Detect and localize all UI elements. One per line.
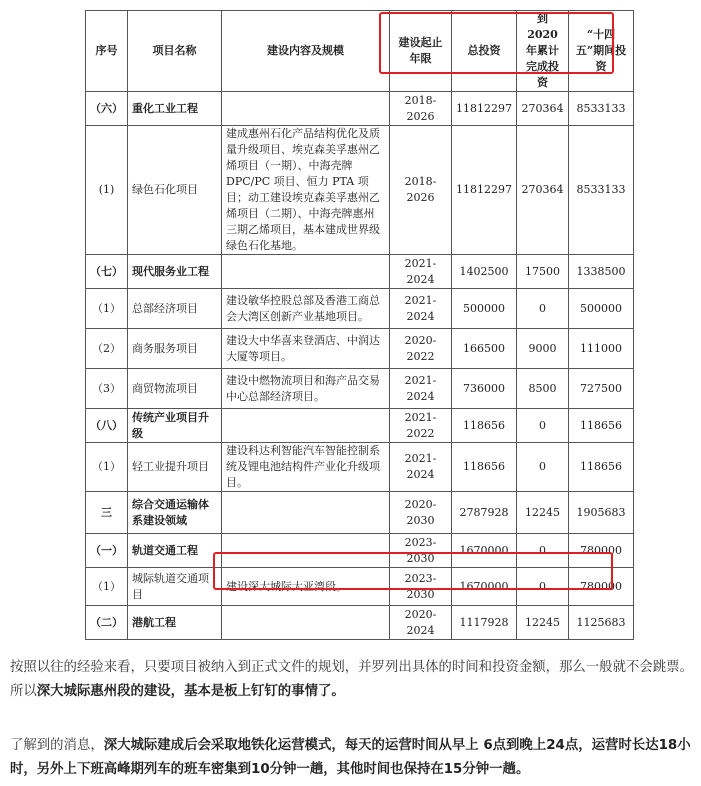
cell-seq: (1)	[86, 126, 128, 255]
table-row	[86, 92, 634, 126]
cell-period: 2020-2024	[390, 606, 452, 640]
cell-period: 2021-2024	[390, 369, 452, 409]
table-row	[86, 534, 634, 568]
cell-total: 1402500	[452, 255, 517, 289]
cell-plan: 1125683	[569, 606, 634, 640]
header-period: 建设起止年限	[390, 11, 452, 92]
paragraph-1	[10, 656, 694, 704]
cell-total: 1117928	[452, 606, 517, 640]
cell-name: 轻工业提升项目	[128, 443, 222, 492]
cell-period: 2018-2026	[390, 126, 452, 255]
table-row	[86, 126, 634, 255]
table-row	[86, 329, 634, 369]
cell-plan: 8533133	[569, 126, 634, 255]
table-row	[86, 606, 634, 640]
cell-content: 建设深大城际大亚湾段。	[222, 568, 390, 606]
cell-name: 总部经济项目	[128, 289, 222, 329]
cell-content: 建设大中华喜来登酒店、中润达大厦等项目。	[222, 329, 390, 369]
table-row	[86, 255, 634, 289]
cell-cumulative: 0	[517, 289, 569, 329]
cell-seq: （二）	[86, 606, 128, 640]
cell-content	[222, 92, 390, 126]
cell-period: 2021-2024	[390, 443, 452, 492]
cell-cumulative: 17500	[517, 255, 569, 289]
cell-cumulative: 0	[517, 568, 569, 606]
cell-period: 2021-2024	[390, 255, 452, 289]
header-total: 总投资	[452, 11, 517, 92]
cell-name: 轨道交通工程	[128, 534, 222, 568]
cell-name: 城际轨道交通项目	[128, 568, 222, 606]
cell-total: 118656	[452, 443, 517, 492]
cell-total: 118656	[452, 409, 517, 443]
paragraph-2	[10, 734, 694, 782]
cell-seq: （1）	[86, 443, 128, 492]
cell-period: 2021-2022	[390, 409, 452, 443]
cell-seq: （一）	[86, 534, 128, 568]
cell-plan: 118656	[569, 409, 634, 443]
cell-name: 传统产业项目升级	[128, 409, 222, 443]
cell-seq: （3）	[86, 369, 128, 409]
cell-plan: 8533133	[569, 92, 634, 126]
cell-total: 166500	[452, 329, 517, 369]
cell-period: 2020-2030	[390, 492, 452, 534]
header-name: 项目名称	[128, 11, 222, 92]
cell-total: 11812297	[452, 126, 517, 255]
paragraph-1-bold: 深大城际惠州段的建设，基本是板上钉钉的事情了。	[36, 684, 345, 699]
table-row	[86, 568, 634, 606]
cell-total: 500000	[452, 289, 517, 329]
table-row	[86, 289, 634, 329]
cell-seq: （1）	[86, 289, 128, 329]
cell-period: 2023-2030	[390, 568, 452, 606]
cell-seq: （六）	[86, 92, 128, 126]
header-content: 建设内容及规模	[222, 11, 390, 92]
cell-plan: 111000	[569, 329, 634, 369]
table-row	[86, 443, 634, 492]
table-row	[86, 369, 634, 409]
cell-name: 绿色石化项目	[128, 126, 222, 255]
cell-plan: 500000	[569, 289, 634, 329]
table-header-row	[86, 11, 634, 92]
cell-period: 2020-2022	[390, 329, 452, 369]
cell-content: 建设中燃物流项目和海产品交易中心总部经济项目。	[222, 369, 390, 409]
cell-cumulative: 270364	[517, 126, 569, 255]
cell-cumulative: 12245	[517, 492, 569, 534]
cell-cumulative: 9000	[517, 329, 569, 369]
cell-name: 商贸物流项目	[128, 369, 222, 409]
cell-content: 建设科达利智能汽车智能控制系统及锂电池结构件产业化升级项目。	[222, 443, 390, 492]
cell-content	[222, 534, 390, 568]
header-seq: 序号	[86, 11, 128, 92]
cell-total: 1670000	[452, 534, 517, 568]
cell-plan: 780000	[569, 568, 634, 606]
cell-plan: 727500	[569, 369, 634, 409]
cell-plan: 1905683	[569, 492, 634, 534]
header-plan: “十四五”期间投资	[569, 11, 634, 92]
cell-period: 2023-2030	[390, 534, 452, 568]
header-cumulative: 到 2020 年累计完成投资	[517, 11, 569, 92]
cell-cumulative: 0	[517, 534, 569, 568]
cell-content	[222, 409, 390, 443]
cell-seq: （2）	[86, 329, 128, 369]
cell-plan: 1338500	[569, 255, 634, 289]
cell-cumulative: 8500	[517, 369, 569, 409]
cell-plan: 118656	[569, 443, 634, 492]
cell-content	[222, 606, 390, 640]
cell-name: 综合交通运输体系建设领域	[128, 492, 222, 534]
cell-name: 港航工程	[128, 606, 222, 640]
paragraph-2-text: 了解到的消息，	[10, 738, 104, 753]
cell-seq: （七）	[86, 255, 128, 289]
cell-total: 1670000	[452, 568, 517, 606]
table-row	[86, 409, 634, 443]
cell-name: 现代服务业工程	[128, 255, 222, 289]
cell-content: 建成惠州石化产品结构优化及质量升级项目、埃克森美孚惠州乙烯项目（一期）、中海壳牌 DPC/PC 项目、恒力 PTA 项目；动工建设埃克森美孚惠州乙烯项目（二期）、中海壳牌惠州三期乙烯项目，基本建成世界级绿色石化基地。	[222, 126, 390, 255]
cell-period: 2021-2024	[390, 289, 452, 329]
paragraph-1-text: 按照以往的经验来看，只要项目被纳入到正式文件的规划，并罗列出具体的时间和投资金额，那么一般就不会跳票。所以	[10, 660, 693, 699]
cell-seq: （1）	[86, 568, 128, 606]
cell-cumulative: 0	[517, 409, 569, 443]
investment-table	[85, 10, 634, 640]
cell-total: 2787928	[452, 492, 517, 534]
cell-total: 11812297	[452, 92, 517, 126]
paragraph-2-bold: 深大城际建成后会采取地铁化运营模式，每天的运营时间从早上 6点到晚上24点，运营时长达18小时，另外上下班高峰期列车的班车密集到10分钟一趟，其他时间也保持在15分钟一趟。	[10, 738, 691, 777]
cell-cumulative: 0	[517, 443, 569, 492]
cell-seq: （八）	[86, 409, 128, 443]
cell-name: 重化工业工程	[128, 92, 222, 126]
table-row	[86, 492, 634, 534]
cell-total: 736000	[452, 369, 517, 409]
cell-period: 2018-2026	[390, 92, 452, 126]
cell-name: 商务服务项目	[128, 329, 222, 369]
cell-seq: 三	[86, 492, 128, 534]
cell-cumulative: 12245	[517, 606, 569, 640]
cell-content: 建设敏华控股总部及香港工商总会大湾区创新产业基地项目。	[222, 289, 390, 329]
cell-content	[222, 255, 390, 289]
cell-content	[222, 492, 390, 534]
cell-plan: 780000	[569, 534, 634, 568]
cell-cumulative: 270364	[517, 92, 569, 126]
